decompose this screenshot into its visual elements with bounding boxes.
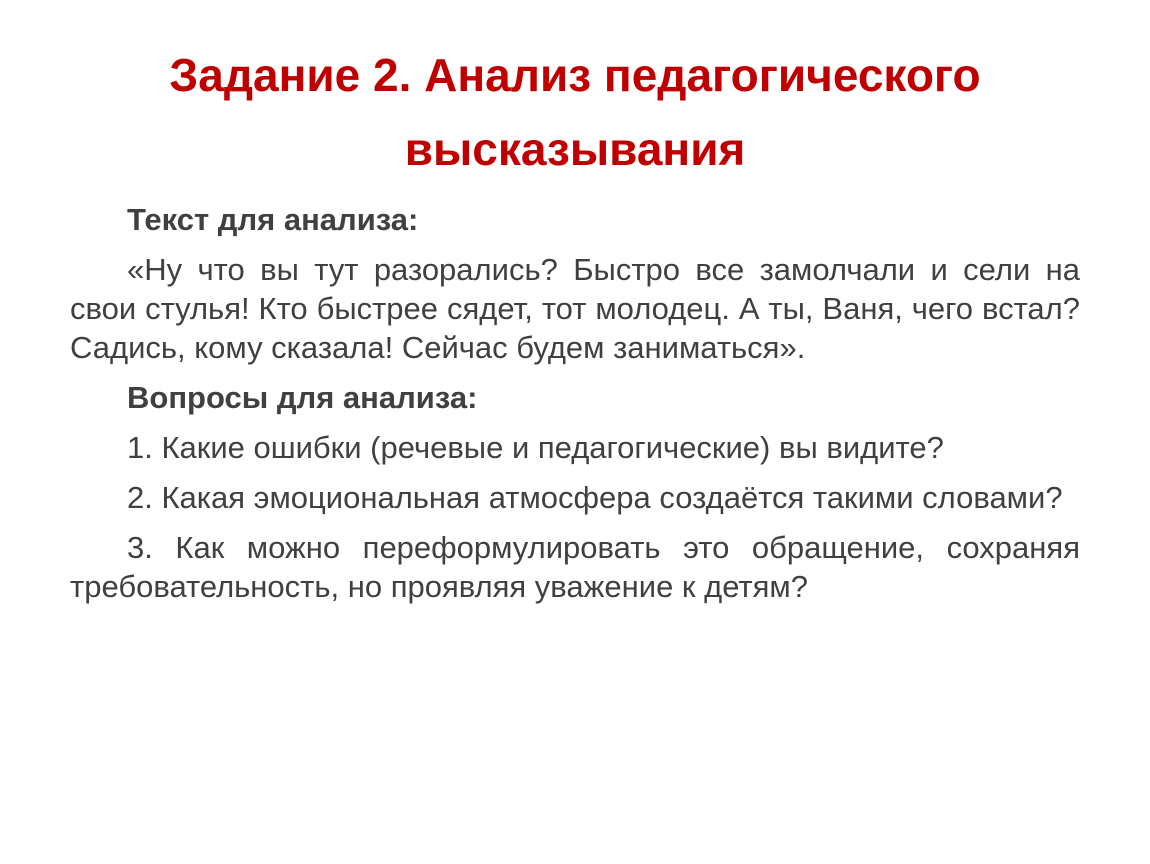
slide-body bbox=[70, 200, 1080, 617]
slide-title: Задание 2. Анализ педагогического высказывания bbox=[169, 49, 981, 175]
questions-heading: Вопросы для анализа: bbox=[127, 380, 478, 415]
question-item-2: 2. Какая эмоциональная атмосфера создаётся такими словами? bbox=[127, 480, 1063, 515]
questions-list bbox=[70, 428, 1080, 606]
question-item-3: 3. Как можно переформулировать это обращение, сохраняя требовательность, но проявляя уважение к детям? bbox=[70, 530, 1080, 604]
text-for-analysis-heading: Текст для анализа: bbox=[127, 202, 419, 237]
quote-text: «Ну что вы тут разорались? Быстро все замолчали и сели на свои стулья! Кто быстрее сядет, тот молодец. А ты, Ваня, чего встал? Садись, кому сказала! Сейчас будем заниматься». bbox=[70, 252, 1080, 365]
question-item-1: 1. Какие ошибки (речевые и педагогические) вы видите? bbox=[127, 430, 944, 465]
